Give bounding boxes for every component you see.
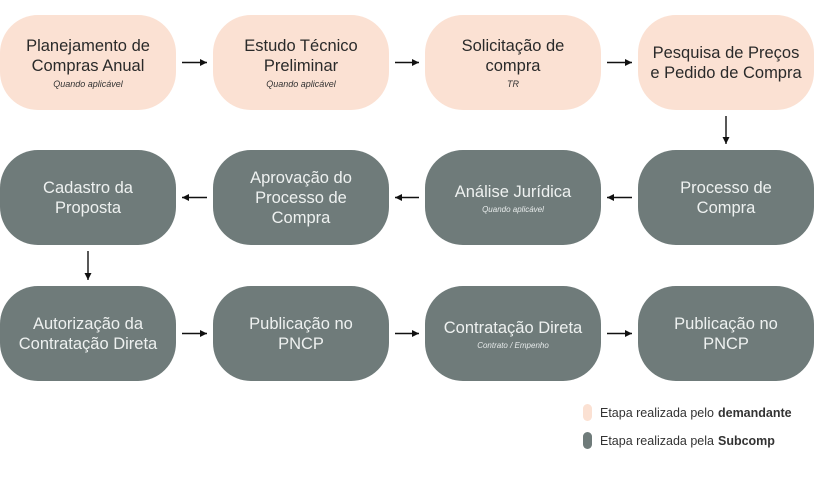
step-title: Aprovação do Processo de Compra [250, 168, 352, 227]
legend-demandante-bold: demandante [717, 405, 792, 420]
step-subtitle: Quando aplicável [482, 204, 544, 214]
step-pesquisa-de-precos [638, 15, 814, 110]
step-title: Processo de Compra [680, 178, 772, 217]
step-title: Publicação no PNCP [674, 314, 778, 353]
legend-swatch-subcomp [583, 432, 592, 449]
step-title: Planejamento de Compras Anual [26, 37, 150, 75]
step-estudo-tecnico-preliminar [213, 15, 389, 110]
step-contratacao-direta [425, 286, 601, 381]
step-title: Estudo Técnico Preliminar [244, 37, 358, 75]
step-solicitacao-de-compra [425, 15, 601, 110]
legend-subcomp-bold: Subcomp [717, 433, 775, 448]
step-analise-juridica [425, 150, 601, 245]
legend-subcomp-prefix: Etapa realizada pela [600, 433, 714, 448]
legend-demandante [583, 404, 792, 421]
step-subtitle: Contrato / Empenho [477, 340, 549, 350]
step-subtitle: Quando aplicável [266, 79, 336, 89]
legend-swatch-demandante [583, 404, 592, 421]
step-title: Pesquisa de Preços e Pedido de Compra [650, 43, 802, 82]
step-publicacao-pncp-2 [638, 286, 814, 381]
step-title: Solicitação de compra [461, 37, 565, 75]
step-publicacao-pncp-1 [213, 286, 389, 381]
step-subtitle: Quando aplicável [53, 79, 123, 89]
step-autorizacao-contratacao-direta [0, 286, 176, 381]
step-title: Publicação no PNCP [249, 314, 353, 353]
step-planejamento-compras-anual [0, 15, 176, 110]
legend-subcomp [583, 432, 775, 449]
step-title: Autorização da Contratação Direta [18, 314, 158, 353]
step-subtitle: TR [507, 79, 519, 89]
step-title: Cadastro da Proposta [43, 178, 133, 217]
step-processo-de-compra [638, 150, 814, 245]
step-title: Contratação Direta [443, 318, 583, 337]
step-cadastro-da-proposta [0, 150, 176, 245]
legend-demandante-prefix: Etapa realizada pelo [600, 405, 714, 420]
step-aprovacao-do-processo [213, 150, 389, 245]
step-title: Análise Jurídica [454, 182, 572, 201]
